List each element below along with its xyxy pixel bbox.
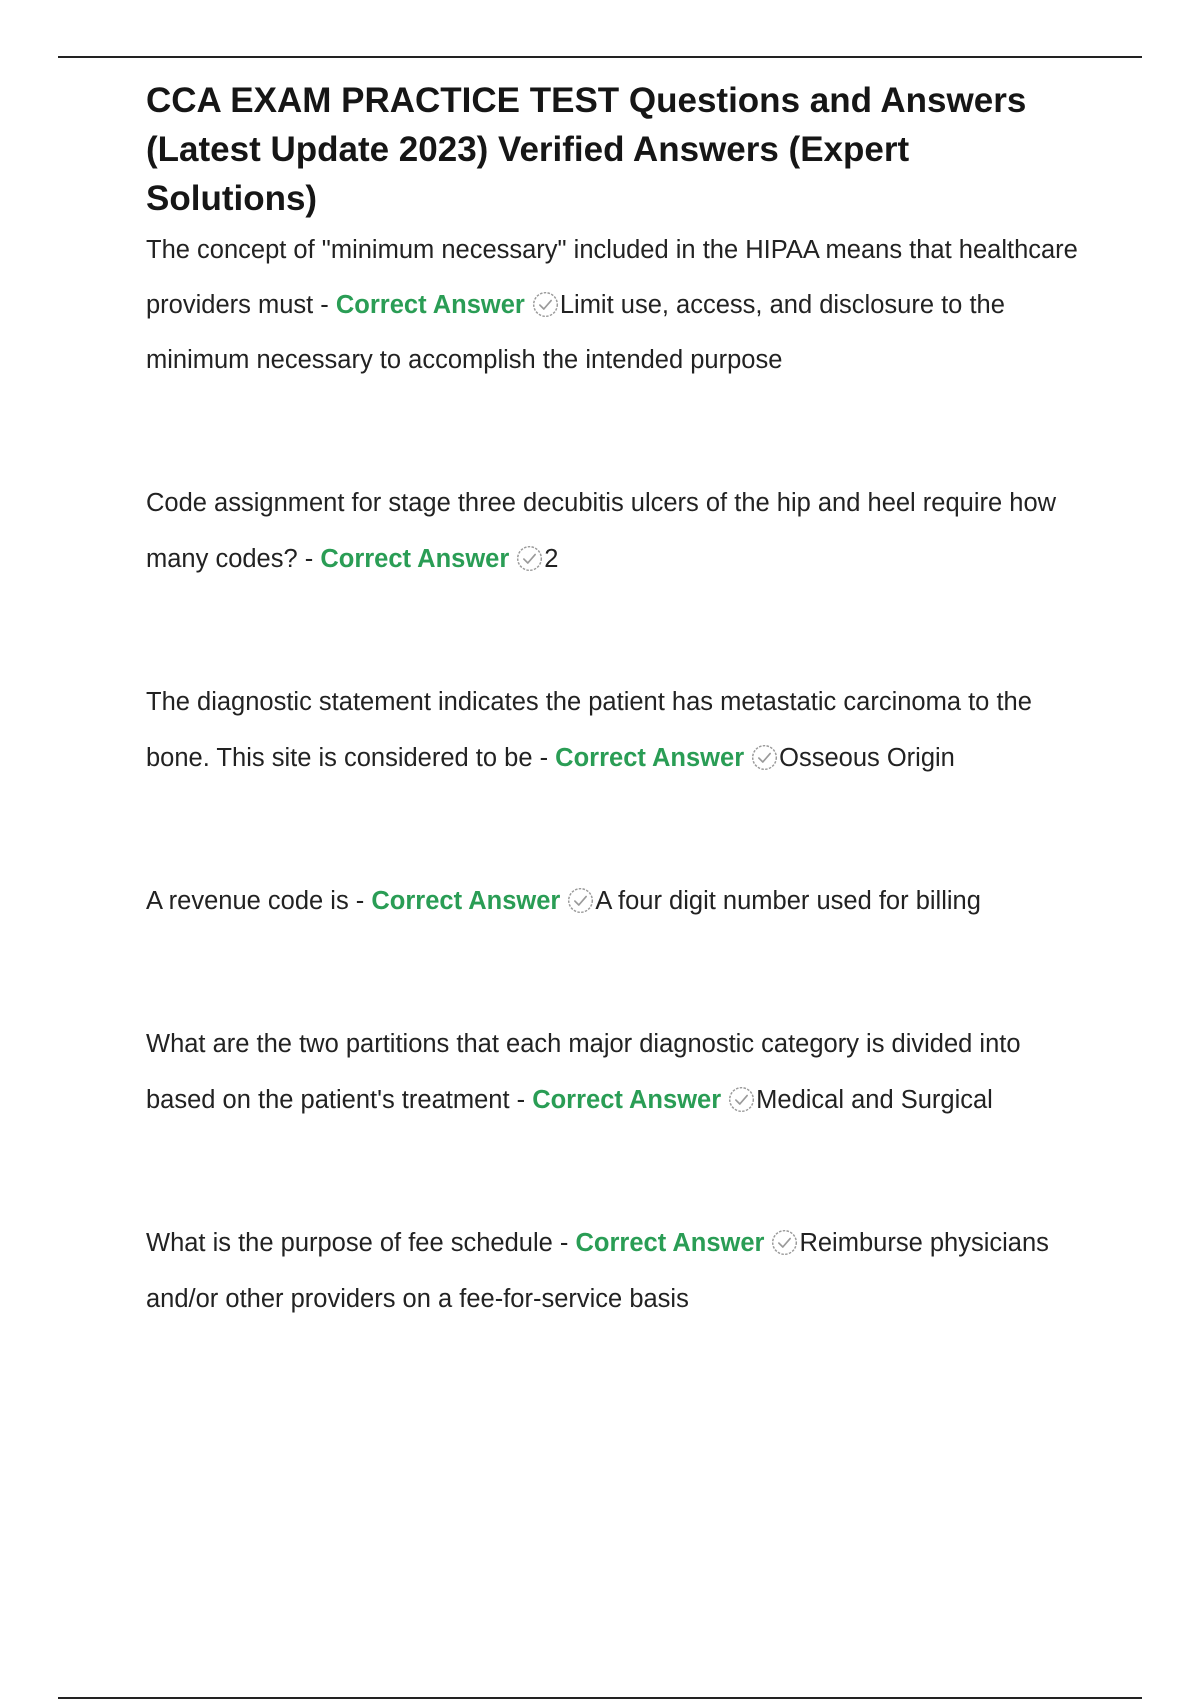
qa-item [146,475,1086,587]
footer-rule [58,1697,1142,1699]
answer-text: 2 [544,545,559,573]
correct-answer-label: Correct Answer [575,1229,765,1257]
check-badge-icon [728,1086,755,1113]
correct-answer-label: Correct Answer [371,887,561,915]
qa-item [146,223,1086,388]
question-text: What are the two partitions that each major diagnostic category is divided into based on the patient's treatment - [146,1030,1021,1114]
qa-item [146,1215,1086,1327]
qa-item [146,1016,1086,1128]
check-badge-icon [771,1229,798,1256]
answer-text: Medical and Surgical [756,1086,993,1114]
document-body [146,76,1086,1327]
check-badge-icon [532,291,559,318]
correct-answer-label: Correct Answer [320,545,510,573]
qa-item [146,873,1086,929]
header-rule [58,56,1142,58]
question-text: A revenue code is - [146,887,372,915]
question-text: The concept of "minimum necessary" included in the HIPAA means that healthcare providers must - [146,236,1078,319]
correct-answer-label: Correct Answer [532,1086,722,1114]
question-text: The diagnostic statement indicates the patient has metastatic carcinoma to the bone. This site is considered to be - [146,688,1032,772]
answer-text: A four digit number used for billing [595,887,981,915]
check-badge-icon [516,545,543,572]
check-badge-icon [751,744,778,771]
answer-text: Osseous Origin [779,744,955,772]
answer-text: Limit use, access, and disclosure to the minimum necessary to accomplish the intended purpose [146,291,1005,374]
answer-text: Reimburse physicians and/or other providers on a fee-for-service basis [146,1229,1049,1313]
check-badge-icon [567,887,594,914]
document-title: CCA EXAM PRACTICE TEST Questions and Answers (Latest Update 2023) Verified Answers (Expert Solutions) [146,81,1027,218]
correct-answer-label: Correct Answer [555,744,745,772]
qa-item [146,674,1086,786]
question-text: What is the purpose of fee schedule - [146,1229,576,1257]
question-text: Code assignment for stage three decubitis ulcers of the hip and heel require how many codes? - [146,489,1057,573]
correct-answer-label: Correct Answer [335,291,525,319]
